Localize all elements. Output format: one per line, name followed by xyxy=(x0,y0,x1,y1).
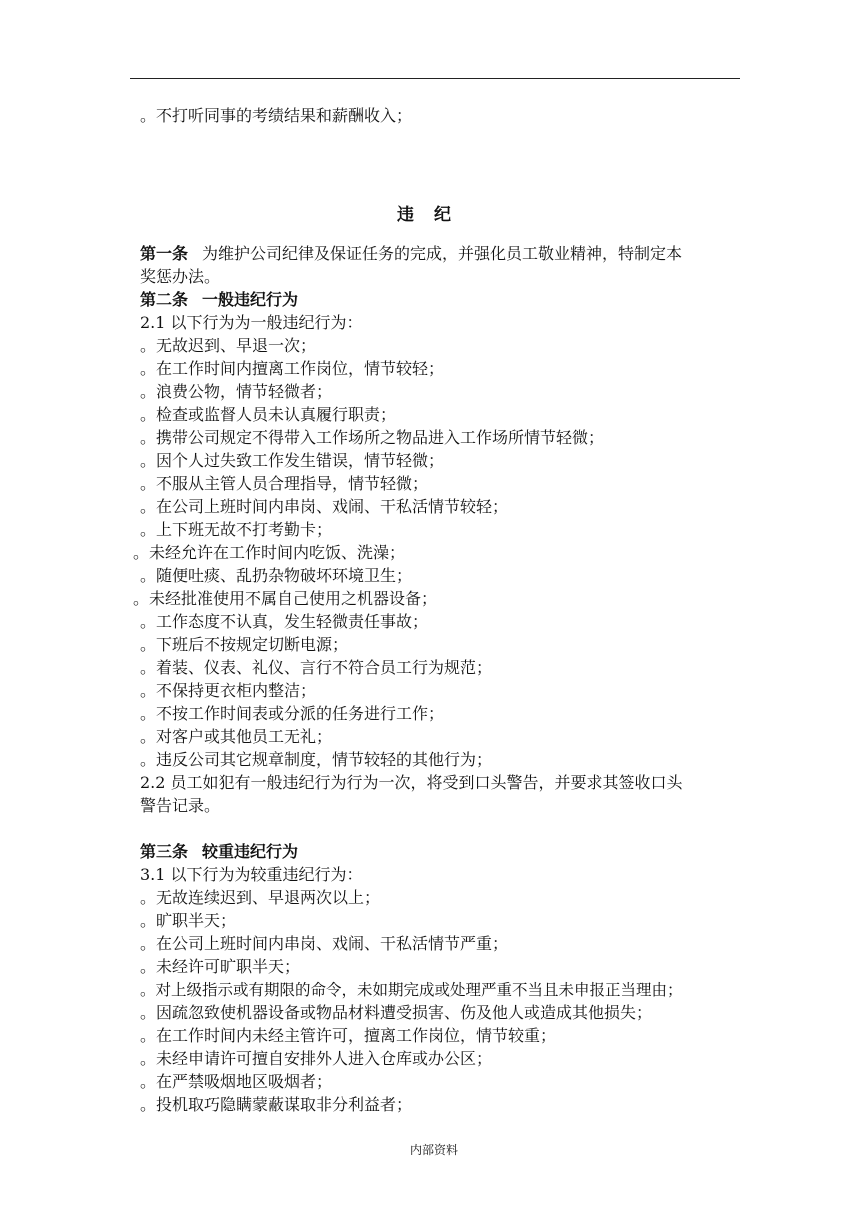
article3-heading-label: 第三条 xyxy=(140,842,189,861)
list-item: 。未经允许在工作时间内吃饭、洗澡； xyxy=(133,543,406,562)
article2-sub2-line1: 2.2 员工如犯有一般违纪行为行为一次，将受到口头警告，并要求其签收口头 xyxy=(140,773,683,792)
list-item: 。工作态度不认真，发生轻微责任事故； xyxy=(140,612,429,631)
header-rule xyxy=(130,78,740,79)
list-item: 。对客户或其他员工无礼； xyxy=(140,727,333,746)
article3-sub1: 3.1 以下行为为较重违纪行为： xyxy=(140,865,363,884)
list-item: 。在工作时间内擅离工作岗位，情节较轻； xyxy=(140,359,445,378)
article1-label: 第一条 xyxy=(140,244,189,263)
list-item: 。未经许可旷职半天； xyxy=(140,957,301,976)
list-item: 。无故迟到、早退一次； xyxy=(140,336,317,355)
article2-heading-text: 一般违纪行为 xyxy=(202,290,299,309)
list-item: 。随便吐痰、乱扔杂物破坏环境卫生； xyxy=(140,566,413,585)
list-item: 。无故连续迟到、早退两次以上； xyxy=(140,888,381,907)
list-item: 。浪费公物，情节轻微者； xyxy=(140,382,333,401)
article3-heading-text: 较重违纪行为 xyxy=(202,842,299,861)
list-item: 。携带公司规定不得带入工作场所之物品进入工作场所情节轻微； xyxy=(140,428,605,447)
list-item: 。上下班无故不打考勤卡； xyxy=(140,520,333,539)
list-item: 。不按工作时间表或分派的任务进行工作； xyxy=(140,704,445,723)
list-item: 。在公司上班时间内串岗、戏闹、干私活情节较轻； xyxy=(140,497,509,516)
list-item: 。着装、仪表、礼仪、言行不符合员工行为规范； xyxy=(140,658,493,677)
list-item: 。在严禁吸烟地区吸烟者； xyxy=(140,1072,333,1091)
article3-heading xyxy=(140,841,298,863)
list-item: 。对上级指示或有期限的命令，未如期完成或处理严重不当且未申报正当理由； xyxy=(140,981,683,999)
list-item: 。旷职半天； xyxy=(140,911,237,930)
article2-sub1: 2.1 以下行为为一般违纪行为： xyxy=(140,313,363,332)
list-item: 。检查或监督人员未认真履行职责； xyxy=(140,405,397,424)
list-item: 。因疏忽致使机器设备或物品材料遭受损害、伤及他人或造成其他损失； xyxy=(140,1003,653,1022)
article2-sub2-line2: 警告记录。 xyxy=(140,796,221,815)
page-footer: 内部资料 xyxy=(409,1143,458,1157)
list-item: 。下班后不按规定切断电源； xyxy=(140,635,349,654)
intro-line: 。不打听同事的考绩结果和薪酬收入； xyxy=(140,106,413,125)
list-item: 。投机取巧隐瞒蒙蔽谋取非分利益者； xyxy=(140,1095,413,1114)
article2-heading xyxy=(140,289,298,311)
article1-line1 xyxy=(140,243,682,265)
list-item: 。违反公司其它规章制度，情节较轻的其他行为； xyxy=(140,750,493,769)
article2-heading-label: 第二条 xyxy=(140,290,189,309)
list-item: 。因个人过失致工作发生错误，情节轻微； xyxy=(140,451,445,470)
list-item: 。不服从主管人员合理指导，情节轻微； xyxy=(140,474,429,493)
article1-text-line1: 为维护公司纪律及保证任务的完成，并强化员工敬业精神，特制定本 xyxy=(202,244,683,263)
article1-text-line2: 奖惩办法。 xyxy=(140,267,221,286)
section-title: 违纪 xyxy=(397,205,471,225)
list-item: 。在公司上班时间内串岗、戏闹、干私活情节严重； xyxy=(140,934,509,953)
list-item: 。不保持更衣柜内整洁； xyxy=(140,681,317,700)
list-item: 。在工作时间内未经主管许可，擅离工作岗位，情节较重； xyxy=(140,1026,557,1045)
list-item: 。未经申请许可擅自安排外人进入仓库或办公区； xyxy=(140,1049,493,1068)
list-item: 。未经批准使用不属自己使用之机器设备； xyxy=(133,589,438,608)
